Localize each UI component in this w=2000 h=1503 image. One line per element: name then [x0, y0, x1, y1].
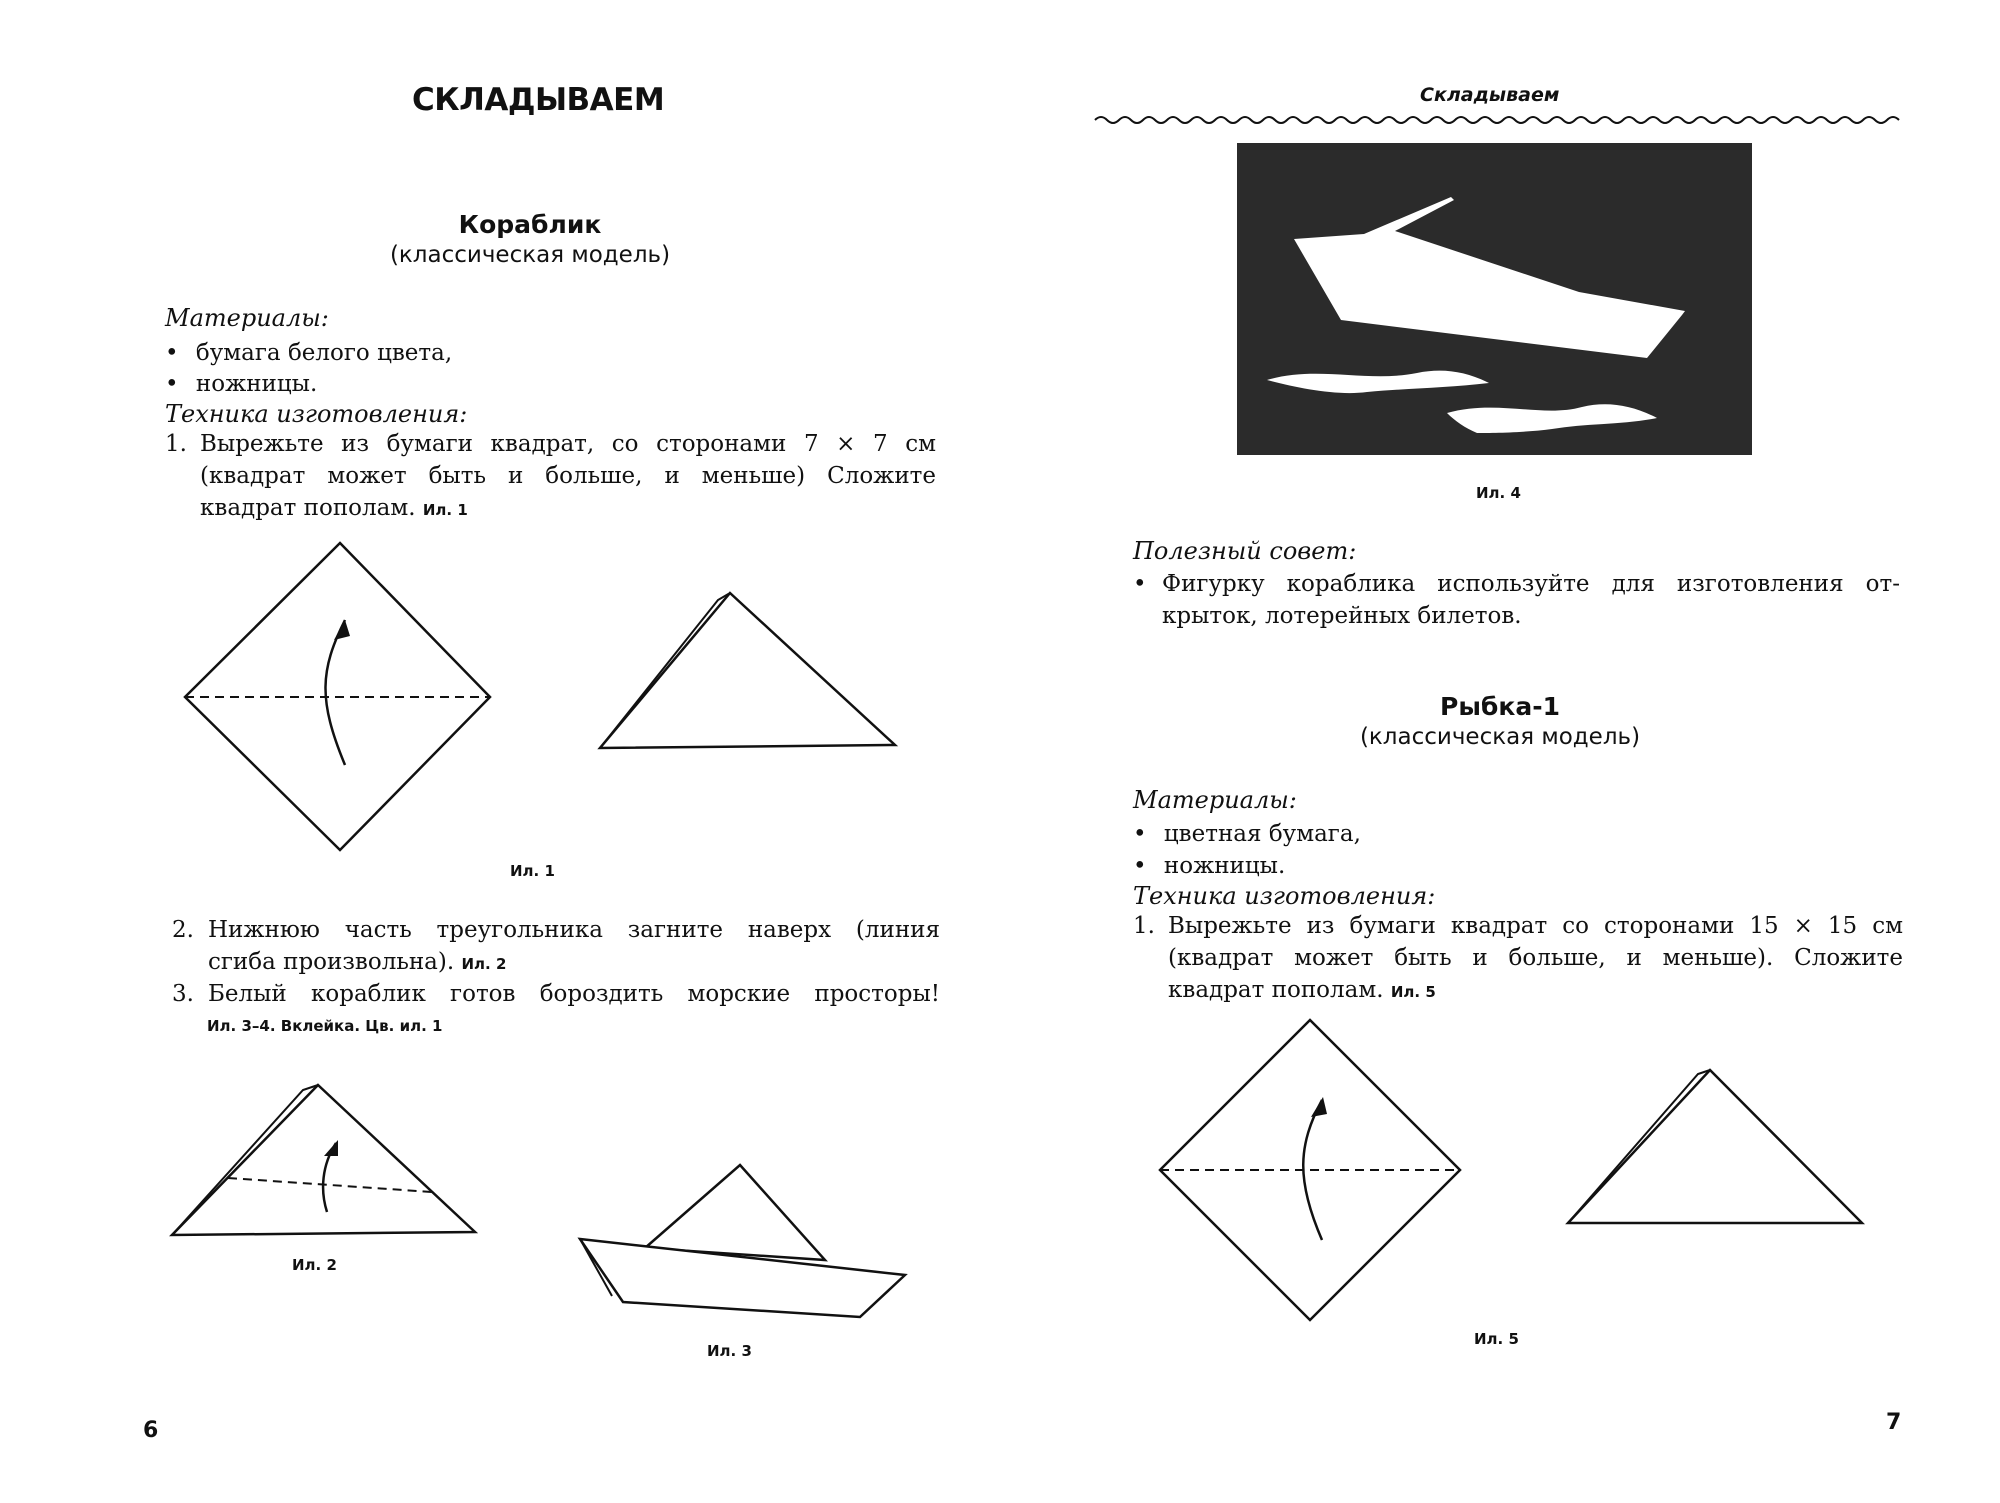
page-number: 7: [1886, 1410, 1902, 1435]
figure-caption: Ил. 4: [1476, 484, 1521, 502]
bullet-icon: •: [165, 340, 179, 366]
materials-item: • бумага белого цвета,: [165, 340, 453, 366]
figure-caption: Ил. 5: [1474, 1330, 1519, 1348]
boat-sail: [645, 1165, 825, 1260]
bullet-icon: •: [1133, 571, 1147, 597]
figure-caption: Ил. 3: [707, 1342, 752, 1360]
fold-line: [228, 1178, 432, 1192]
technique-label: Техника изготовления:: [1133, 882, 1436, 910]
step-number: 1.: [165, 431, 187, 457]
section-subtitle: (классическая модель): [1359, 724, 1641, 750]
tip-label: Полезный совет:: [1133, 537, 1357, 565]
materials-item: • ножницы.: [1133, 853, 1286, 879]
step-number: 1.: [1133, 913, 1155, 939]
figure-caption: Ил. 1: [510, 862, 555, 880]
materials-item: • ножницы.: [165, 371, 318, 397]
tip-text: Фигурку кораблика используйте для изготовления от- крыток, лотерейных билетов.: [1162, 571, 1900, 629]
figure-reference: Ил. 2: [461, 955, 507, 973]
right-page: [1000, 0, 2000, 1503]
figure-reference: Ил. 3–4. Вклейка. Цв. ил. 1: [207, 1017, 443, 1035]
bullet-icon: •: [165, 371, 179, 397]
figure-caption: Ил. 2: [292, 1256, 337, 1274]
bullet-icon: •: [1133, 853, 1147, 879]
arrow-head: [1311, 1097, 1327, 1117]
boat-hull: [580, 1239, 905, 1317]
step-2-text: Нижнюю часть треугольника загните наверх (линия сгиба произвольна). Ил. 2: [208, 917, 940, 975]
materials-label: Материалы:: [1133, 786, 1297, 814]
figure-reference: Ил. 1: [422, 501, 468, 519]
bullet-icon: •: [1133, 821, 1147, 847]
figure-5-diagrams: [1000, 0, 2000, 1503]
section-title: Кораблик: [458, 210, 602, 239]
step-1-text: Вырежьте из бумаги квадрат со сторонами 15 × 15 см (квадрат может быть и больше, и меньше). Сложите квадрат пополам. Ил. 5: [1168, 913, 1903, 1003]
step-number: 2.: [172, 917, 194, 943]
running-header: Складываем: [1420, 84, 1560, 106]
step-3-text: Белый кораблик готов бороздить морские просторы!: [208, 981, 940, 1007]
materials-item: • цветная бумага,: [1133, 821, 1361, 847]
step-1-text: Вырежьте из бумаги квадрат, со сторонами 7 × 7 см (квадрат может быть и больше, и меньше) Сложите квадрат пополам. Ил. 1: [200, 431, 936, 521]
figure-reference: Ил. 5: [1390, 983, 1436, 1001]
page-title: СКЛАДЫВАЕМ: [412, 82, 665, 118]
technique-label: Техника изготовления:: [165, 400, 468, 428]
materials-label: Материалы:: [165, 304, 329, 332]
folded-triangle: [172, 1085, 475, 1235]
section-title: Рыбка-1: [1440, 692, 1560, 721]
folded-triangle: [1568, 1070, 1862, 1223]
section-subtitle: (классическая модель): [389, 242, 671, 268]
page-number: 6: [143, 1418, 159, 1443]
step-number: 3.: [172, 981, 194, 1007]
arrow-head: [324, 1140, 338, 1156]
